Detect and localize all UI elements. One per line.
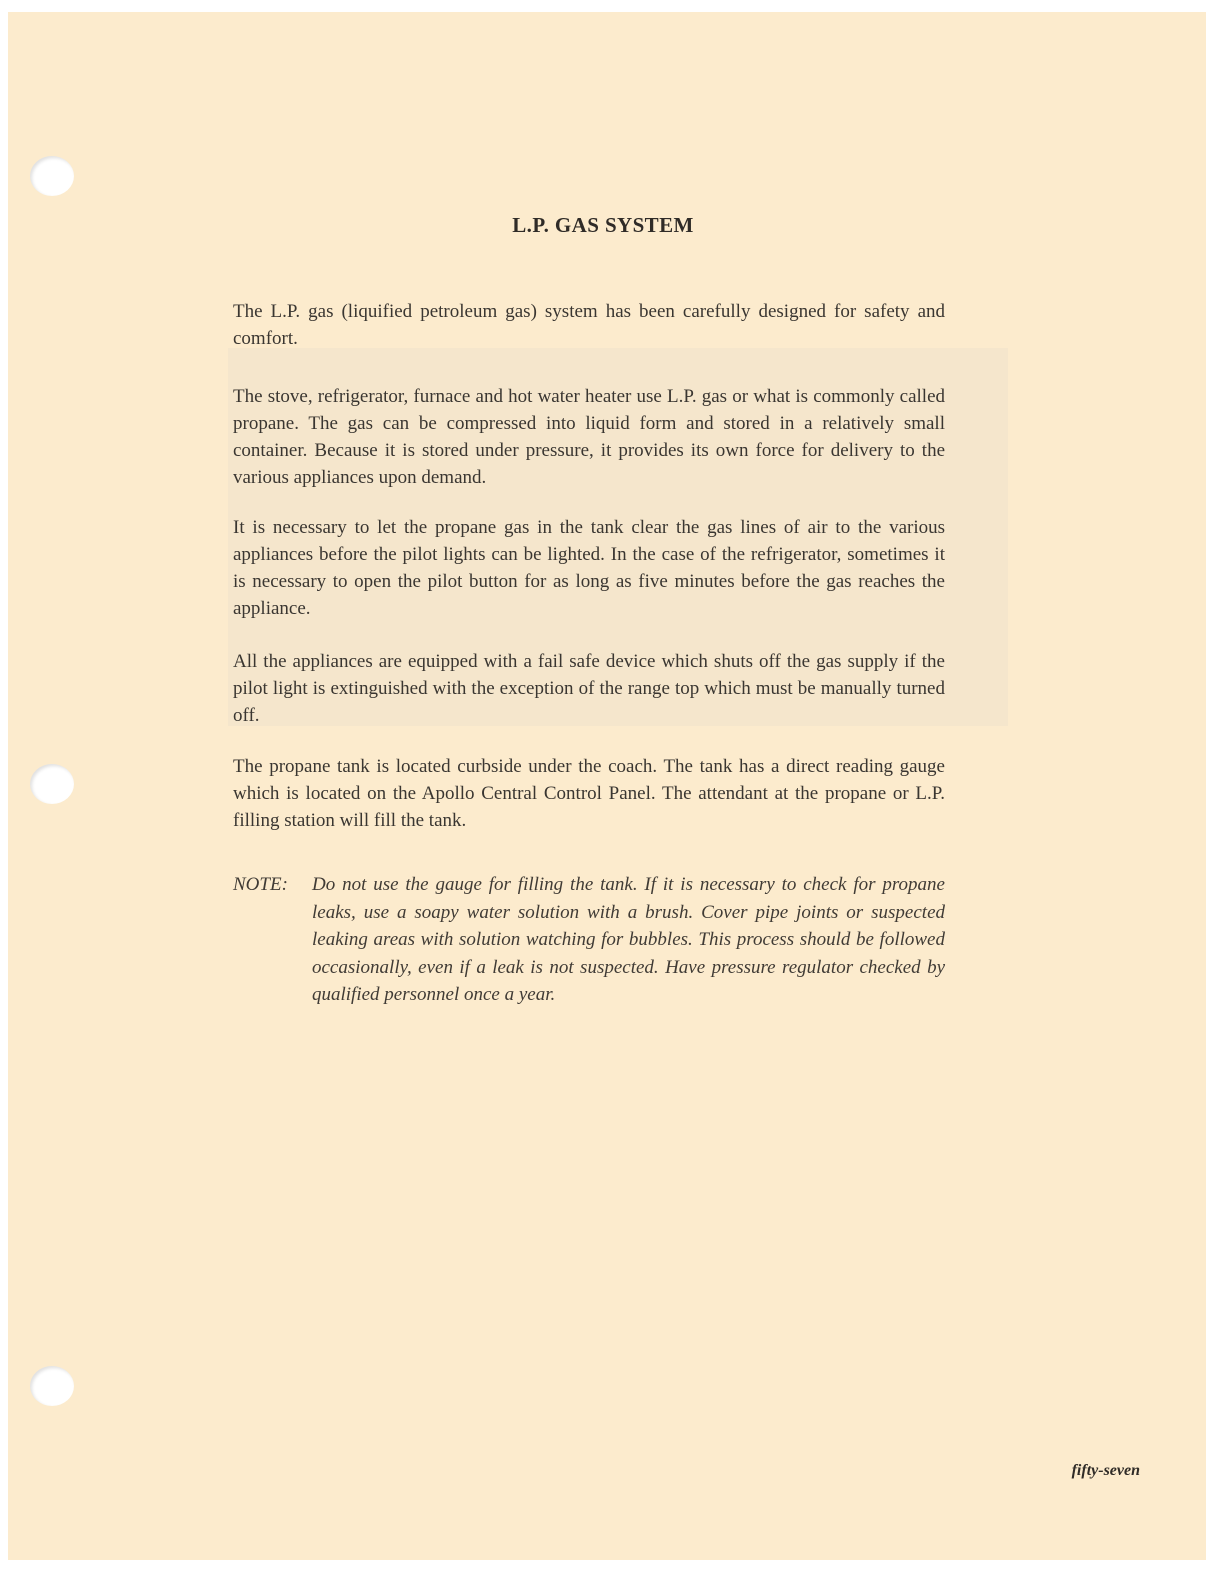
page-title: L.P. GAS SYSTEM: [512, 213, 694, 237]
note-block: [233, 871, 945, 1009]
paragraph-propane-tank: The propane tank is located curbside under the coach. The tank has a direct reading gauge which is located on the Apollo Central Control Panel. The attendant at the propane or L.P. filling station will fill the tank.: [233, 756, 945, 831]
binder-hole-middle: [30, 764, 74, 804]
note-label: NOTE:: [233, 874, 288, 895]
page-number: fifty-seven: [1071, 1462, 1140, 1479]
binder-hole-top: [30, 156, 74, 196]
paragraph-fail-safe: All the appliances are equipped with a fail safe device which shuts off the gas supply if the pilot light is extinguished with the exception of the range top which must be manually turned off.: [233, 651, 945, 726]
document-page: [8, 12, 1206, 1560]
note-text: Do not use the gauge for filling the tank. If it is necessary to check for propane leaks, use a soapy water solution with a brush. Cover pipe joints or suspected leaking areas with solution watching for bubbles. This process should be followed occasionally, even if a leak is not suspected. Have pressure regulator checked by qualified personnel once a year.: [312, 874, 945, 1005]
paragraph-gas-lines: It is necessary to let the propane gas in the tank clear the gas lines of air to the various appliances before the pilot lights can be lighted. In the case of the refrigerator, sometimes it is necessary to open the pilot button for as long as five minutes before the gas reaches the appliance.: [233, 517, 945, 619]
paragraph-appliances: The stove, refrigerator, furnace and hot water heater use L.P. gas or what is commonly called propane. The gas can be compressed into liquid form and stored in a relatively small container. Because it is stored under pressure, it provides its own force for delivery to the various appliances upon demand.: [233, 386, 945, 488]
paragraph-intro: The L.P. gas (liquified petroleum gas) system has been carefully designed for safety and comfort.: [233, 301, 945, 349]
binder-hole-bottom: [30, 1366, 74, 1406]
